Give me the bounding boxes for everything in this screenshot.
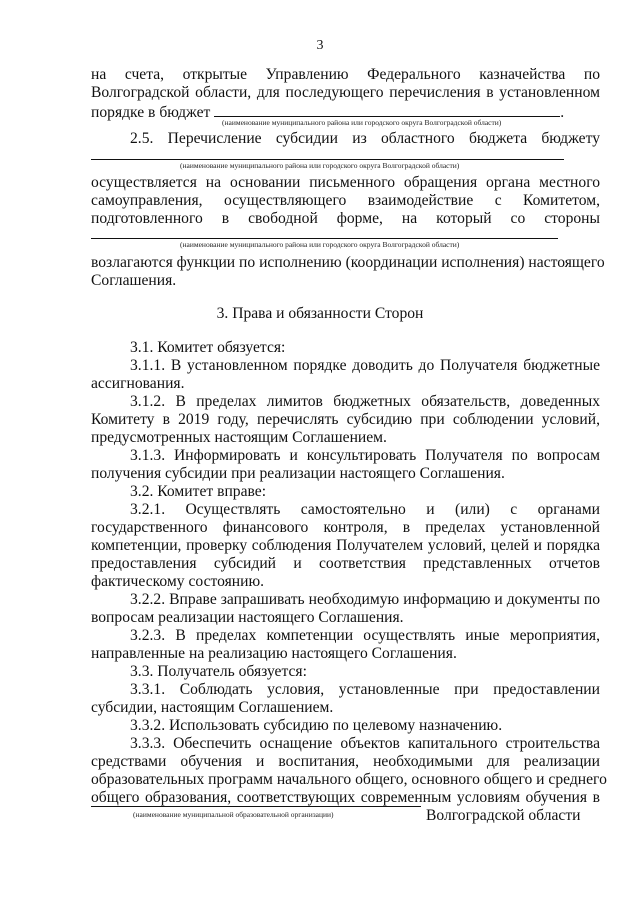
- section-heading: 3. Права и обязанности Сторон: [216, 305, 424, 322]
- text-line: 3.1.3. Информировать и консультировать Получателя по вопросам: [130, 447, 600, 464]
- text-line: предоставления субсидий и соответствия представленных отчетов: [91, 555, 600, 572]
- blank-field-line: [91, 159, 564, 160]
- field-caption: (наименование муниципального района или городского округа Волгоградской области): [180, 240, 460, 249]
- text-line: на счета, открытые Управлению Федерального казначейства по: [91, 66, 600, 83]
- text-line: Комитету в 2019 году, перечислять субсидию при соблюдении условий,: [91, 411, 600, 428]
- text-line: осуществляется на основании письменного обращения органа местного: [91, 174, 600, 191]
- text-line: направленные на реализацию настоящего Соглашения.: [91, 645, 457, 662]
- field-caption: (наименование муниципальной образовательной организации): [133, 810, 334, 819]
- text-line: средствами обучения и воспитания, необходимыми для реализации: [91, 753, 600, 770]
- text-line: 3.3.3. Обеспечить оснащение объектов капитального строительства: [130, 735, 600, 752]
- text-line: образовательных программ начального общего, основного общего и среднего: [91, 771, 607, 788]
- text-line: общего образования, соответствующих современным условиям обучения в: [91, 789, 600, 806]
- text-line: 3.2. Комитет вправе:: [130, 483, 267, 500]
- blank-field-line: [214, 102, 560, 117]
- blank-field-line: [91, 238, 558, 239]
- text-line: самоуправления, осуществляющего взаимодействие с Комитетом,: [91, 192, 600, 209]
- text-fragment: порядке в бюджет: [91, 104, 211, 121]
- text-line: Соглашения.: [91, 272, 177, 289]
- text-line: 3.1. Комитет обязуется:: [130, 339, 286, 356]
- text-fragment: .: [560, 104, 565, 121]
- text-line: 3.2.2. Вправе запрашивать необходимую информацию и документы по: [130, 591, 600, 608]
- text-line: 3.3.2. Использовать субсидию по целевому назначению.: [130, 717, 503, 734]
- text-line: Волгоградской области: [426, 807, 581, 824]
- text-line: вопросам реализации настоящего Соглашения.: [91, 609, 404, 626]
- field-caption: (наименование муниципального района или городского округа Волгоградской области): [222, 118, 502, 127]
- text-line: 3.1.2. В пределах лимитов бюджетных обязательств, доведенных: [130, 393, 600, 410]
- text-line: субсидии, настоящим Соглашением.: [91, 699, 334, 716]
- field-caption: (наименование муниципального района или городского округа Волгоградской области): [180, 161, 460, 170]
- text-line: подготовленного в свободной форме, на который со стороны: [91, 210, 600, 227]
- text-line: 3.1.1. В установленном порядке доводить до Получателя бюджетные: [130, 357, 600, 374]
- text-line: получения субсидии при реализации настоящего Соглашения.: [91, 465, 505, 482]
- text-line: фактическому состоянию.: [91, 573, 265, 590]
- text-line: 2.5. Перечисление субсидии из областного бюджета бюджету: [130, 130, 600, 147]
- text-line: 3.2.3. В пределах компетенции осуществлять иные мероприятия,: [130, 627, 600, 644]
- text-line: ассигнования.: [91, 375, 185, 392]
- text-line: компетенции, проверку соблюдения Получателем условий, целей и порядка: [91, 537, 600, 554]
- blank-field-line: [91, 806, 421, 807]
- text-line: Волгоградской области, для последующего перечисления в установленном: [91, 84, 600, 101]
- text-line: 3.2.1. Осуществлять самостоятельно и (или) с органами: [130, 501, 600, 518]
- text-line: 3.3. Получатель обязуется:: [130, 663, 307, 680]
- text-line: 3.3.1. Соблюдать условия, установленные при предоставлении: [130, 681, 600, 698]
- text-line: предусмотренных настоящим Соглашением.: [91, 429, 387, 446]
- text-line: государственного финансового контроля, в пределах установленной: [91, 519, 600, 536]
- page-number: 3: [316, 38, 324, 53]
- text-line: возлагаются функции по исполнению (координации исполнения) настоящего: [91, 254, 605, 271]
